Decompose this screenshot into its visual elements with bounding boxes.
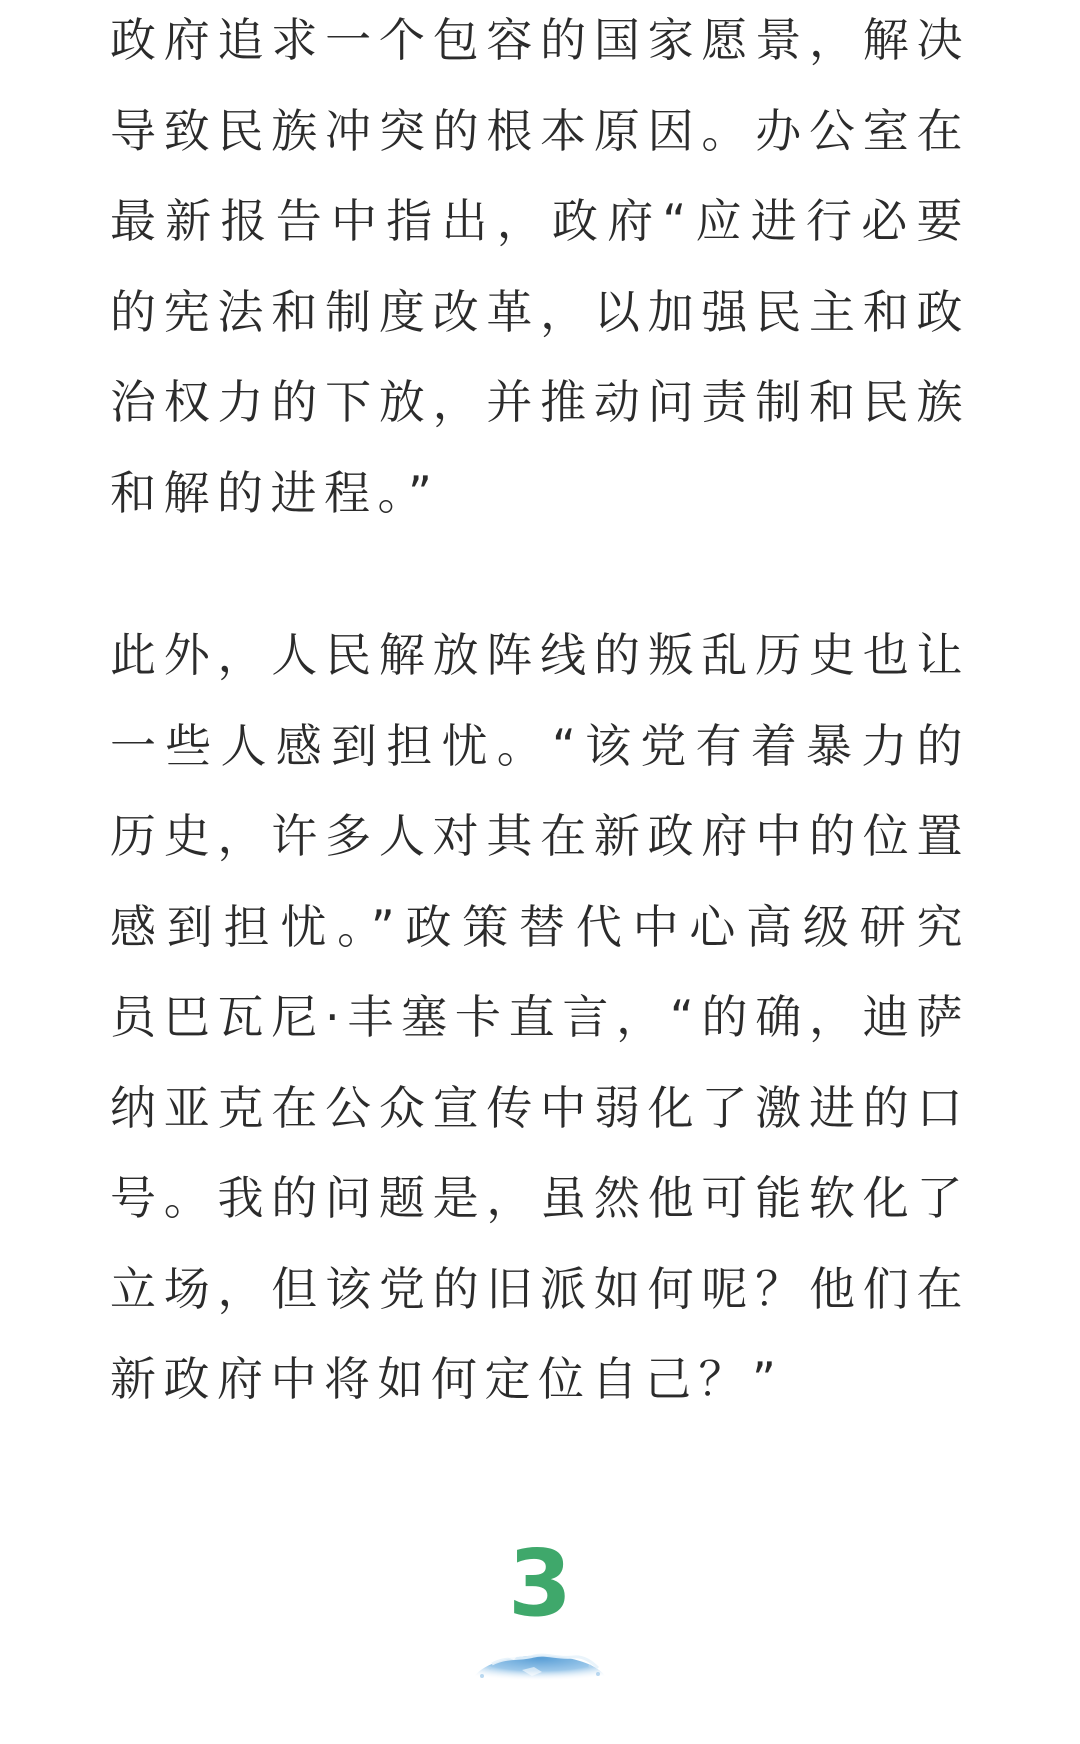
paragraph-1: 政府追求一个包容的国家愿景，解决导致民族冲突的根本原因。办公室在最新报告中指出，政府“应进行必要的宪法和制度改革，以加强民主和政治权力的下放，并推动问责制和民族和解的进程。” — [110, 13, 970, 520]
paragraph-2: 此外，人民解放阵线的叛乱历史也让一些人感到担忧。“该党有着暴力的历史，许多人对其在新政府中的位置感到担忧。”政策替代中心高级研究员巴瓦尼·丰塞卡直言，“的确，迪萨纳亚克在公众宣传中弱化了激进的口号。我的问题是，虽然他可能软化了立场，但该党的旧派如何呢？他们在新政府中将如何定位自己？” — [110, 628, 970, 1406]
section-marker — [462, 1530, 618, 1684]
article-body — [110, 0, 970, 1425]
section-number: 3 — [507, 1530, 572, 1637]
globe-icon — [462, 1626, 618, 1684]
